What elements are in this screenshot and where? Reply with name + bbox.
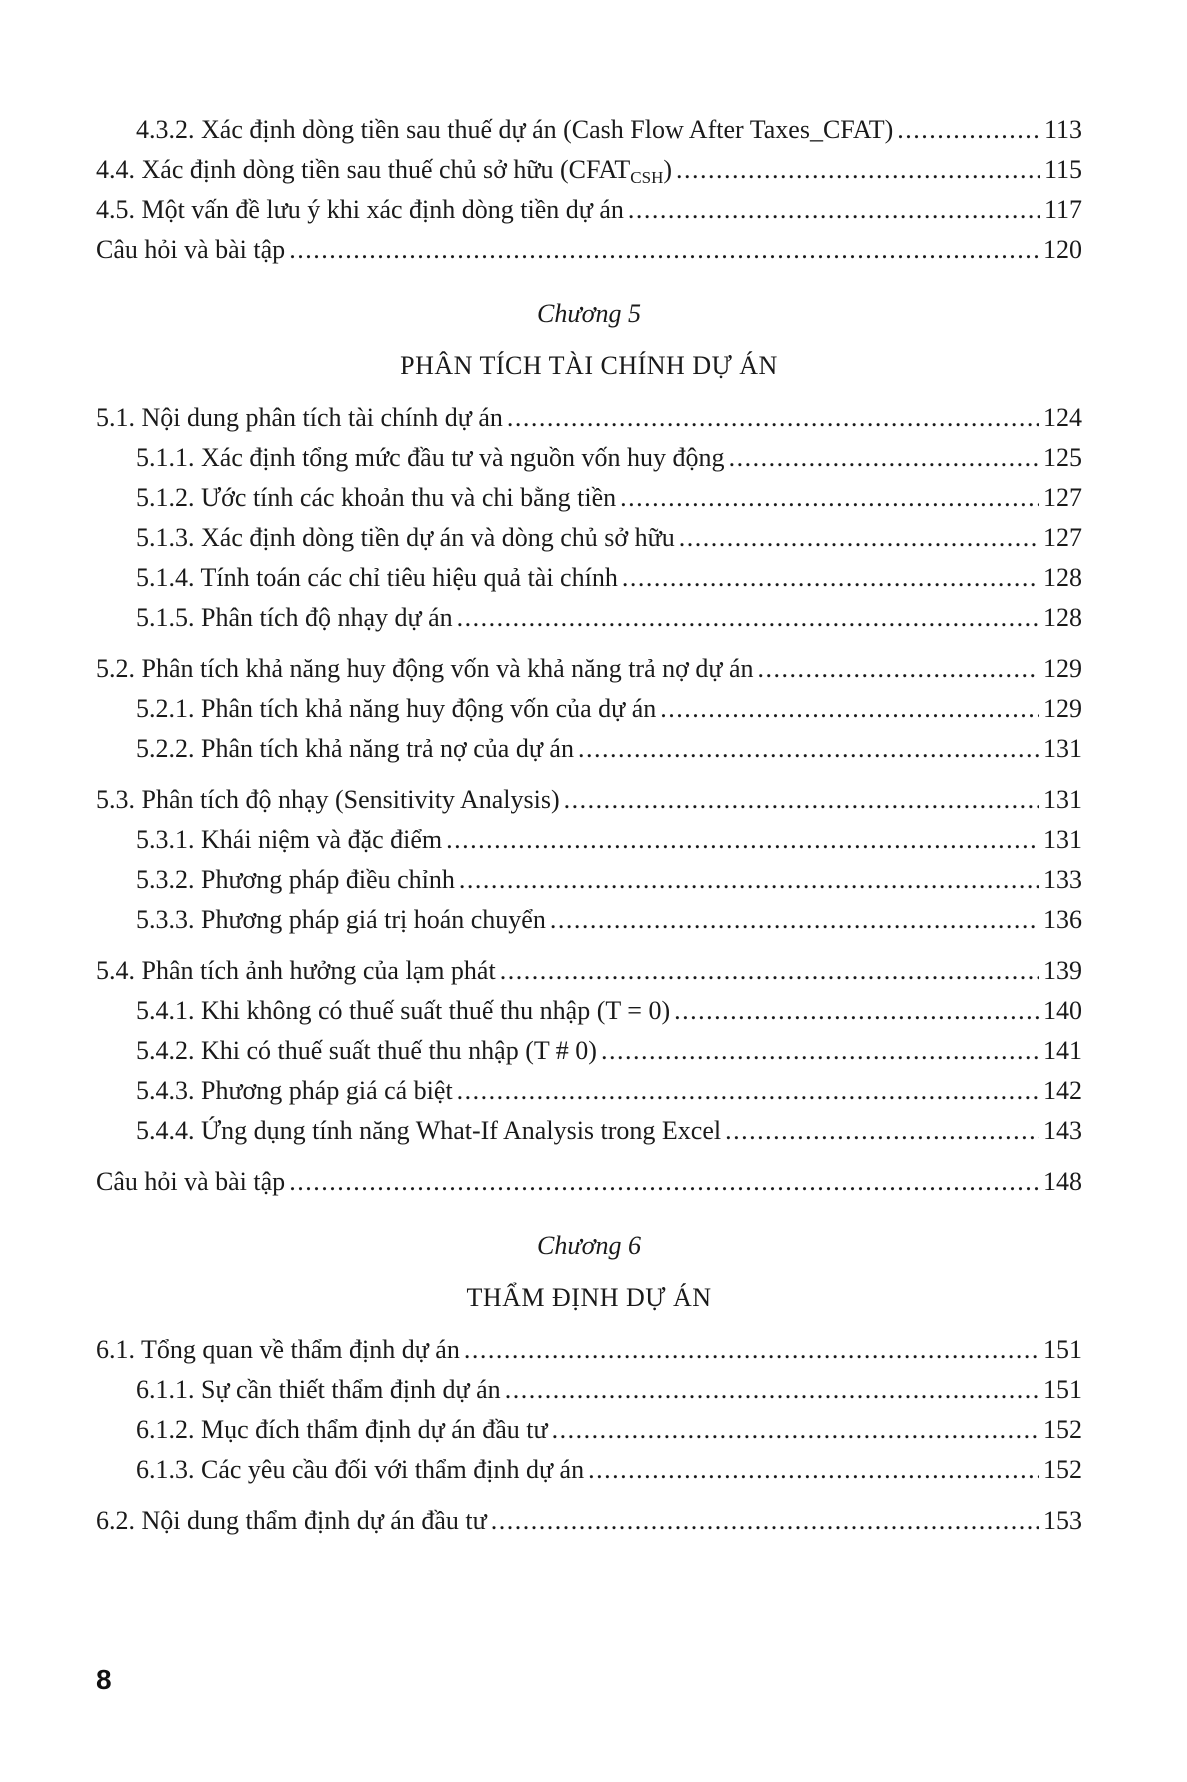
toc-entry-title (136, 1370, 501, 1410)
toc-entry-title-text: 6.2. Nội dung thẩm định dự án đầu tư (96, 1506, 487, 1535)
chapter-title: THẨM ĐỊNH DỰ ÁN (466, 1283, 712, 1312)
toc-entry-title (136, 1450, 584, 1490)
toc-entry[interactable] (96, 1071, 1082, 1111)
toc-entry-title (96, 1162, 285, 1202)
toc-entry[interactable] (96, 991, 1082, 1031)
toc-entry[interactable] (96, 729, 1082, 769)
toc-entry[interactable] (96, 598, 1082, 638)
toc-entry-title-text: 4.4. Xác định dòng tiền sau thuế chủ sở hữu (CFAT (96, 155, 631, 184)
dot-leader (550, 900, 1039, 940)
toc-entry-page-number: 136 (1043, 905, 1082, 934)
toc-entry-title (96, 649, 754, 689)
toc-entry-title-text: 5.3.1. Khái niệm và đặc điểm (136, 825, 443, 854)
dot-leader (660, 689, 1039, 729)
toc-entry-title (136, 110, 893, 150)
toc-entry[interactable] (96, 1111, 1082, 1151)
toc-entry-title (96, 190, 624, 230)
toc-entry-title (136, 689, 656, 729)
dot-leader (676, 150, 1040, 190)
toc-entry[interactable] (96, 190, 1082, 230)
chapter-label: Chương 5 (537, 299, 641, 328)
toc-entry-title (96, 780, 560, 820)
toc-entry[interactable] (96, 1410, 1082, 1450)
toc-entry-title (136, 478, 616, 518)
dot-leader (578, 729, 1039, 769)
toc-entry[interactable] (96, 518, 1082, 558)
dot-leader (507, 398, 1039, 438)
dot-leader (674, 991, 1039, 1031)
toc-entry-title (136, 729, 574, 769)
toc-entry-page-number: 124 (1043, 403, 1082, 432)
toc-entry-page-number: 151 (1043, 1335, 1082, 1364)
toc-entry-page-number: 127 (1043, 483, 1082, 512)
dot-leader (464, 1330, 1039, 1370)
toc-entry-title (136, 598, 453, 638)
toc-entry-title-text: 5.1. Nội dung phân tích tài chính dự án (96, 403, 503, 432)
toc-entry-title-text: 5.1.1. Xác định tổng mức đầu tư và nguồn vốn huy động (136, 443, 725, 472)
toc-entry-title-text: 6.1.3. Các yêu cầu đối với thẩm định dự án (136, 1455, 585, 1484)
toc-entry[interactable] (96, 558, 1082, 598)
toc-entry[interactable] (96, 398, 1082, 438)
toc-entry-title-text: 5.1.4. Tính toán các chỉ tiêu hiệu quả tài chính (136, 563, 618, 592)
toc-entry-page-number: 152 (1043, 1415, 1082, 1444)
dot-leader (505, 1370, 1039, 1410)
dot-leader (289, 230, 1039, 270)
toc-entry-title-text: 5.2.1. Phân tích khả năng huy động vốn của dự án (136, 694, 657, 723)
table-of-contents (96, 110, 1082, 1541)
toc-entry-page-number: 142 (1043, 1076, 1082, 1105)
toc-entry-title-text: 5.3.3. Phương pháp giá trị hoán chuyển (136, 905, 546, 934)
toc-entry[interactable] (96, 230, 1082, 270)
toc-entry-page-number: 141 (1043, 1036, 1082, 1065)
toc-entry-page-number: 139 (1043, 956, 1082, 985)
toc-entry-title (96, 398, 503, 438)
toc-entry-title (136, 900, 546, 940)
toc-entry-title (96, 1501, 487, 1541)
toc-entry-title-text: 5.2.2. Phân tích khả năng trả nợ của dự án (136, 734, 574, 763)
chapter-label: Chương 6 (537, 1231, 641, 1260)
dot-leader (588, 1450, 1039, 1490)
toc-entry-title-text: Câu hỏi và bài tập (96, 235, 286, 264)
toc-entry-page-number: 128 (1043, 563, 1082, 592)
toc-entry-page-number: 151 (1043, 1375, 1082, 1404)
toc-entry-title-text: 6.1.1. Sự cần thiết thẩm định dự án (136, 1375, 501, 1404)
dot-leader (457, 598, 1039, 638)
dot-leader (500, 951, 1039, 991)
toc-entry[interactable] (96, 1501, 1082, 1541)
dot-leader (725, 1111, 1039, 1151)
toc-entry-title-suffix: ) (663, 155, 673, 184)
toc-entry-page-number: 129 (1043, 694, 1082, 723)
dot-leader (564, 780, 1039, 820)
toc-entry-title (136, 438, 725, 478)
toc-entry-page-number: 140 (1043, 996, 1082, 1025)
toc-entry[interactable] (96, 1370, 1082, 1410)
toc-entry-title-text: 5.4. Phân tích ảnh hưởng của lạm phát (96, 956, 496, 985)
toc-entry-page-number: 148 (1043, 1167, 1082, 1196)
toc-entry-page-number: 115 (1043, 155, 1082, 184)
dot-leader (679, 518, 1039, 558)
toc-entry-page-number: 131 (1043, 785, 1082, 814)
toc-entry-title (96, 1330, 460, 1370)
toc-entry-page-number: 117 (1043, 195, 1082, 224)
toc-entry[interactable] (96, 478, 1082, 518)
toc-entry-title (136, 1071, 453, 1111)
toc-entry-title-text: 5.1.5. Phân tích độ nhạy dự án (136, 603, 453, 632)
toc-entry-title (136, 558, 618, 598)
toc-entry-title-text: 4.3.2. Xác định dòng tiền sau thuế dự án (Cash Flow After Taxes_CFAT) (136, 115, 894, 144)
dot-leader (601, 1031, 1039, 1071)
dot-leader (552, 1410, 1039, 1450)
toc-entry-title (96, 951, 496, 991)
toc-entry[interactable] (96, 150, 1082, 190)
toc-entry-page-number: 131 (1043, 734, 1082, 763)
toc-entry[interactable] (96, 110, 1082, 150)
toc-entry-title (136, 820, 442, 860)
dot-leader (446, 820, 1039, 860)
toc-entry-title (136, 860, 455, 900)
toc-entry[interactable] (96, 689, 1082, 729)
toc-entry-title-text: 6.1. Tổng quan về thẩm định dự án (96, 1335, 460, 1364)
toc-entry-title-text: 5.1.2. Ước tính các khoản thu và chi bằng tiền (136, 483, 617, 512)
toc-entry-title (136, 991, 670, 1031)
toc-entry-title-text: 5.4.2. Khi có thuế suất thuế thu nhập (T # 0) (136, 1036, 597, 1065)
toc-entry-page-number: 128 (1043, 603, 1082, 632)
toc-entry-title-text: 5.1.3. Xác định dòng tiền dự án và dòng chủ sở hữu (136, 523, 675, 552)
toc-entry-page-number: 143 (1043, 1116, 1082, 1145)
toc-entry-title (136, 1410, 548, 1450)
toc-entry-page-number: 153 (1043, 1506, 1082, 1535)
toc-entry-page-number: 125 (1043, 443, 1082, 472)
toc-entry-title-text: 5.3. Phân tích độ nhạy (Sensitivity Analysis) (96, 785, 560, 814)
toc-entry-title-text: 5.4.4. Ứng dụng tính năng What-If Analysis trong Excel (136, 1116, 722, 1145)
toc-entry-title (96, 230, 285, 270)
toc-entry-title-text: 5.2. Phân tích khả năng huy động vốn và khả năng trả nợ dự án (96, 654, 754, 683)
toc-entry-title-text: 4.5. Một vấn đề lưu ý khi xác định dòng tiền dự án (96, 195, 624, 224)
toc-entry[interactable] (96, 951, 1082, 991)
dot-leader (729, 438, 1039, 478)
toc-entry-page-number: 120 (1043, 235, 1082, 264)
dot-leader (897, 110, 1040, 150)
toc-entry-subscript: CSH (630, 168, 664, 187)
toc-entry[interactable] (96, 1162, 1082, 1202)
toc-entry-title-text: 5.4.1. Khi không có thuế suất thuế thu nhập (T = 0) (136, 996, 671, 1025)
toc-entry[interactable] (96, 900, 1082, 940)
toc-entry-page-number: 133 (1043, 865, 1082, 894)
dot-leader (758, 649, 1040, 689)
toc-entry-page-number: 131 (1043, 825, 1082, 854)
toc-entry[interactable] (96, 780, 1082, 820)
page-number: 8 (96, 1664, 112, 1695)
dot-leader (491, 1501, 1039, 1541)
dot-leader (459, 860, 1039, 900)
toc-entry[interactable] (96, 1330, 1082, 1370)
toc-entry-title (136, 1031, 597, 1071)
toc-entry-page-number: 127 (1043, 523, 1082, 552)
dot-leader (289, 1162, 1039, 1202)
dot-leader (457, 1071, 1039, 1111)
toc-entry[interactable] (96, 1450, 1082, 1490)
toc-entry-title-text: 5.3.2. Phương pháp điều chỉnh (136, 865, 455, 894)
chapter-title: PHÂN TÍCH TÀI CHÍNH DỰ ÁN (400, 351, 778, 380)
toc-entry[interactable] (96, 860, 1082, 900)
toc-entry-title-text: 5.4.3. Phương pháp giá cá biệt (136, 1076, 453, 1105)
dot-leader (628, 190, 1040, 230)
toc-entry[interactable] (96, 438, 1082, 478)
dot-leader (620, 478, 1039, 518)
toc-entry-page-number: 152 (1043, 1455, 1082, 1484)
toc-entry-title (136, 518, 675, 558)
toc-entry-title (136, 1111, 721, 1151)
toc-entry[interactable] (96, 649, 1082, 689)
toc-entry-page-number: 129 (1043, 654, 1082, 683)
toc-entry-title-text: Câu hỏi và bài tập (96, 1167, 286, 1196)
toc-entry-title-text: 6.1.2. Mục đích thẩm định dự án đầu tư (136, 1415, 548, 1444)
toc-entry[interactable] (96, 820, 1082, 860)
dot-leader (622, 558, 1039, 598)
toc-entry-page-number: 113 (1043, 115, 1082, 144)
toc-entry[interactable] (96, 1031, 1082, 1071)
